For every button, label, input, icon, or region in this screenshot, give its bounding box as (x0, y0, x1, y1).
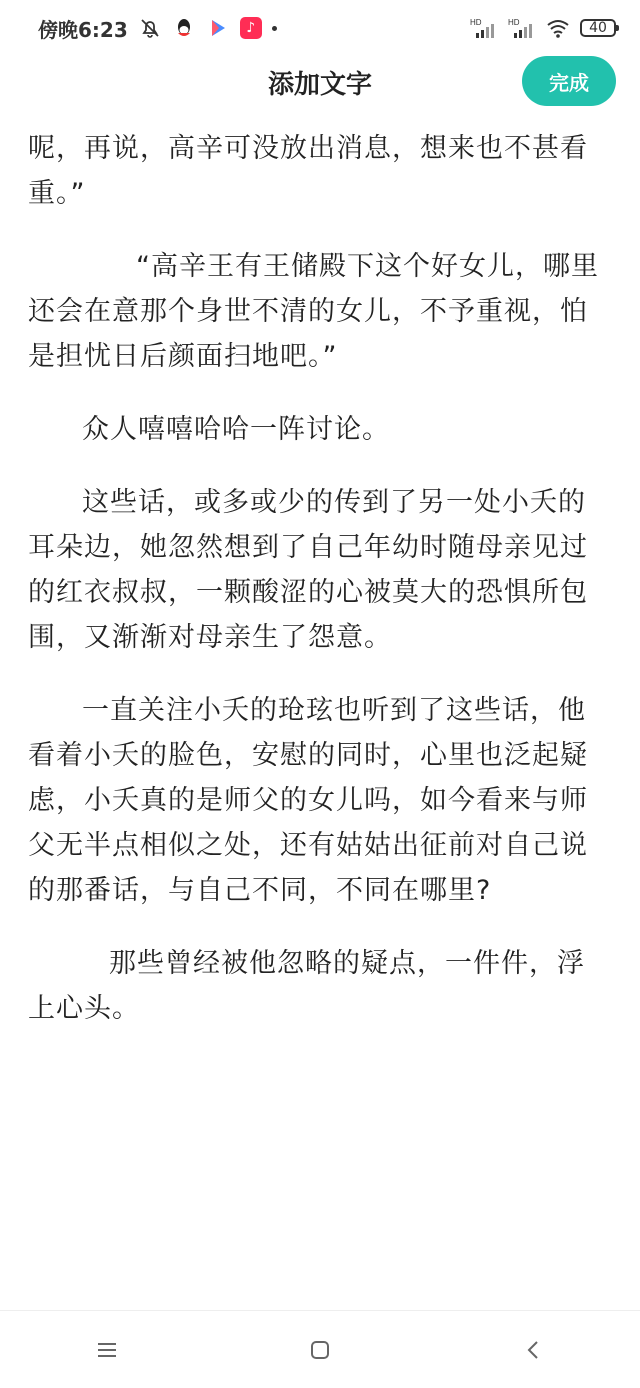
paragraph: 这些话，或多或少的传到了另一处小夭的耳朵边，她忽然想到了自己年幼时随母亲见过的红衣叔叔，一颗酸涩的心被莫大的恐惧所包围，又渐渐对母亲生了怨意。 (28, 487, 588, 653)
qq-icon (172, 16, 196, 40)
paragraph: 那些曾经被他忽略的疑点，一件件，浮上心头。 (28, 948, 585, 1024)
system-nav-bar (0, 1310, 640, 1388)
network-label-1: HD (470, 18, 482, 27)
back-icon (525, 1339, 541, 1361)
signal-icon-1 (470, 16, 498, 40)
paragraph: 众人嘻嘻哈哈一阵讨论。 (82, 414, 390, 445)
paragraph: “高辛王有王储殿下这个好女儿，哪里还会在意那个身世不清的女儿，不予重视，怕是担忧日后颜面扫地吧。” (28, 251, 599, 372)
page-title: 添加文字 (267, 70, 372, 100)
battery-level: 40 (589, 20, 607, 36)
play-store-icon (206, 16, 230, 40)
paragraph: 呢，再说，高辛可没放出消息，想来也不甚看重。” (28, 133, 588, 209)
status-right (470, 16, 616, 40)
notification-dot-icon (272, 26, 277, 31)
status-time: 傍晚6:23 (38, 17, 128, 42)
music-app-icon: ♪ (240, 17, 262, 39)
wifi-icon (546, 16, 570, 40)
top-bar (0, 56, 640, 108)
home-button[interactable] (290, 1325, 350, 1375)
paragraph: 一直关注小夭的玱玹也听到了这些话，他看着小夭的脸色，安慰的同时，心里也泛起疑虑，小夭真的是师父的女儿吗，如今看来与师父无半点相似之处，还有姑姑出征前对自己说的那番话，与自己不同，不同在哪里? (28, 695, 588, 906)
signal-icon-2 (508, 16, 536, 40)
done-button[interactable]: 完成 (522, 56, 616, 106)
home-icon (309, 1339, 331, 1361)
battery-icon (580, 19, 616, 37)
menu-button[interactable] (77, 1325, 137, 1375)
back-button[interactable] (503, 1325, 563, 1375)
text-editor-area[interactable] (28, 126, 612, 1059)
menu-icon (96, 1341, 118, 1359)
network-label-2: HD (508, 18, 520, 27)
status-left (38, 14, 277, 43)
status-bar (0, 0, 640, 56)
mute-bell-icon (138, 16, 162, 40)
